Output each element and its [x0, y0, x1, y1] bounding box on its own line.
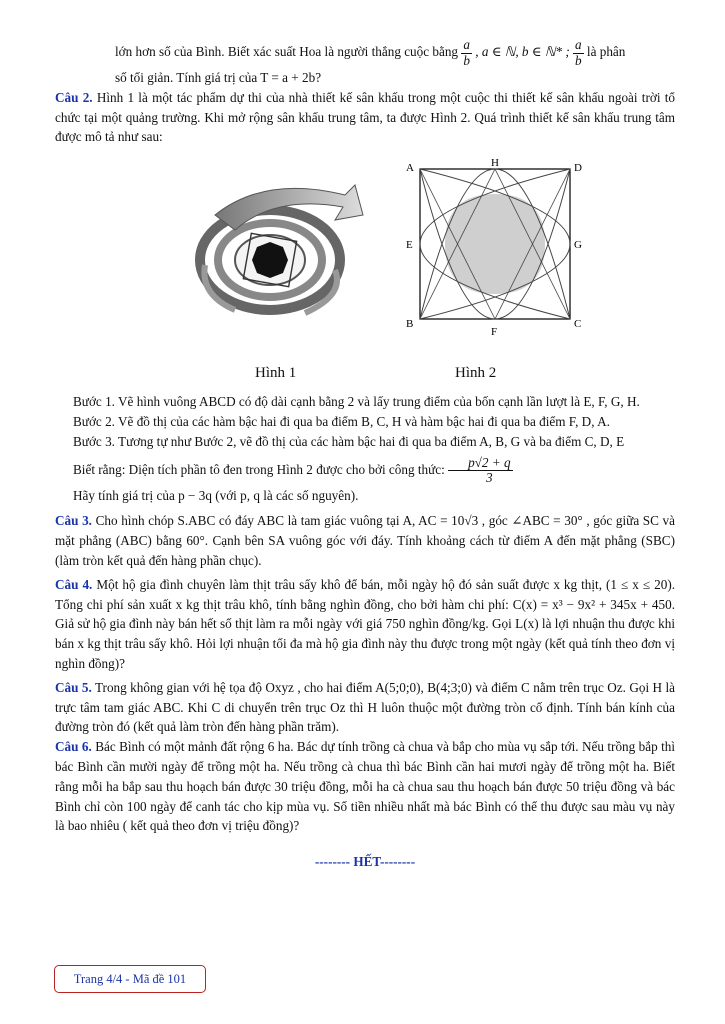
fraction-a-b [461, 38, 472, 68]
question-3-label: Câu 3. [55, 513, 92, 529]
step-1: Bước 1. Vẽ hình vuông ABCD có độ dài cạnh bằng 2 và lấy trung điểm của bốn cạnh lần lượt là E, F, G, H. [73, 394, 640, 410]
question-6 [55, 737, 675, 836]
step-3: Bước 3. Tương tự như Bước 2, vẽ đồ thị của các hàm bậc hai đi qua ba điểm A, B, G và ba điểm C, D, E [73, 433, 625, 449]
given-formula [55, 456, 675, 486]
question-4-text: Một hộ gia đình chuyên làm thịt trâu sấy khô để bán, mỗi ngày hộ đó sản suất được x kg thịt, (1 ≤ x ≤ 20). Tổng chi phí sản xuất x kg thịt trâu khô, tính bằng nghìn đồng, cho bởi hàm chi phí: C(x) = x³ − 9x² + 345x + 450. Giả sử hộ gia đình này bán hết số thịt làm ra mỗi ngày với giá 750 nghìn đồng/kg. Gọi L(x) là lợi nhuận thu được khi bán x kg thịt trâu sấy khô. Hỏi lợi nhuận tối đa mà hộ gia đình này thu được trong một ngày (kết quả tính theo đơn vị nghìn đồng)? [55, 576, 676, 672]
frac-num: a [463, 37, 470, 52]
end-mark: -------- HẾT-------- [314, 854, 416, 870]
label-d: D [574, 162, 582, 175]
label-e: E [406, 239, 413, 252]
question-5-label: Câu 5. [55, 679, 92, 695]
label-b: B [406, 318, 414, 331]
figure-1-caption: Hình 1 [255, 365, 297, 382]
stage-sculpture-figure [195, 175, 365, 320]
label-a: A [406, 162, 414, 175]
given-text: Biết rằng: Diện tích phần tô đen trong Hình 2 được cho bởi công thức: [73, 461, 445, 477]
frac-den: b [463, 52, 470, 68]
question-2-text: Hình 1 là một tác phẩm dự thi của nhà thiết kế sân khấu trong một cuộc thi thiết kế sân khấu ngoài trời tổ chức tại một quảng trường. Khi mở rộng sân khấu trung tâm, ta được Hình 2. Quá trình thiết kế sân khấu trung tâm được mô tả như sau: [55, 89, 676, 145]
intro-text: lớn hơn số của Bình. Biết xác suất Hoa là người thắng cuộc bằng [115, 44, 459, 60]
label-f: F [491, 326, 498, 339]
figures [55, 157, 675, 392]
label-c: C [574, 318, 582, 331]
question-2-label: Câu 2. [55, 89, 93, 105]
question-3-text: Cho hình chóp S.ABC có đáy ABC là tam giác vuông tại A, AC = 10√3 , góc ∠ABC = 30° , góc giữa SC và mặt phẳng (ABC) bằng 60°. Cạnh bên SA vuông góc với đáy. Tính khoảng cách từ điểm A đến mặt phẳng (SBC) (làm tròn kết quả đến hàng phần chục). [55, 513, 675, 569]
intro-line-2: số tối giản. Tính giá trị của T = a + 2b? [115, 70, 322, 86]
label-g: G [574, 239, 582, 252]
step-2: Bước 2. Vẽ đồ thị của các hàm bậc hai đi qua ba điểm B, C, H và hàm bậc hai đi qua ba điểm F, D, A. [73, 414, 610, 430]
question-3 [55, 511, 675, 570]
formula-den: 3 [486, 470, 493, 486]
question-4 [55, 575, 675, 674]
question-2-ask: Hãy tính giá trị của p − 3q (với p, q là các số nguyên). [73, 487, 359, 503]
question-4-label: Câu 4. [55, 576, 93, 592]
question-5 [55, 678, 675, 737]
frac2-den: b [575, 52, 582, 68]
question-6-text: Bác Bình có một mảnh đất rộng 6 ha. Bác dự tính trồng cà chua và bắp cho mùa vụ sắp tới. Nếu trồng bắp thì bác Bình cần mười ngày để trồng một ha. Nếu trồng cà chua thì bác Bình cần hai mươi ngày để trồng một ha. Biết rằng mỗi ha bắp sau thu hoạch bán được 30 triệu đồng, mỗi ha cà chua sau thu hoạch bán được 50 triệu đồng và bác Bình chỉ còn 100 ngày để canh tác cho kịp mùa vụ. Số tiền nhiều nhất mà bác Bình có thể thu được sau màu vụ này là bao nhiêu ( kết quả theo đơn vị triệu đồng)? [55, 739, 676, 834]
fraction-a-b-2 [573, 38, 584, 68]
intro-condition: , a ∈ ℕ, b ∈ ℕ* ; [475, 44, 570, 60]
area-formula [448, 456, 513, 486]
figure-2-caption: Hình 2 [455, 365, 497, 382]
exam-page [55, 38, 675, 872]
stage-diagram-figure [400, 157, 615, 342]
intro-line-1 [55, 38, 675, 68]
question-5-text: Trong không gian với hệ tọa độ Oxyz , cho hai điểm A(5;0;0), B(4;3;0) và điểm C nằm trên trục Oz. Gọi H là trực tâm tam giác ABC. Khi C di chuyển trên trục Oz thì H luôn thuộc một đường tròn cố định. Tính bán kính của đường tròn đó (kết quả làm tròn đến hàng phần trăm). [55, 679, 675, 735]
frac2-num: a [575, 37, 582, 52]
shaded-region [445, 194, 545, 294]
formula-num: p√2 + q [448, 456, 513, 472]
question-6-label: Câu 6. [55, 739, 92, 755]
intro-text-end: là phân [586, 44, 626, 60]
question-2 [55, 88, 675, 147]
label-h: H [491, 157, 499, 170]
page-footer: Trang 4/4 - Mã đề 101 [54, 965, 206, 993]
